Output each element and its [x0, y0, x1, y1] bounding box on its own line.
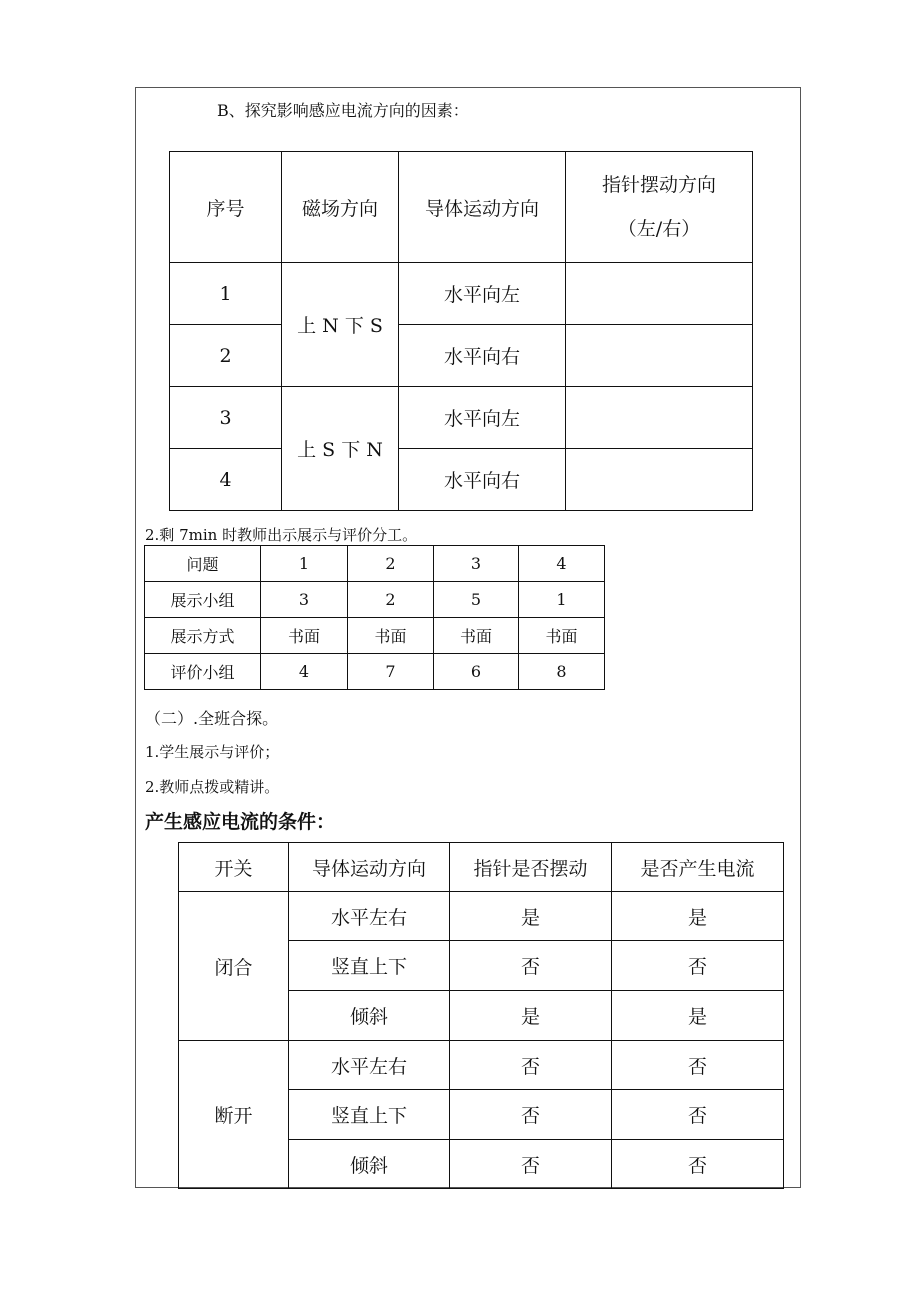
table-cell: 倾斜	[289, 1140, 450, 1189]
table-cell: 是	[612, 892, 784, 941]
assignment-table	[144, 545, 605, 690]
table-cell: 水平向左	[399, 263, 566, 325]
assignment-note: 2.剩 7min 时教师出示展示与评价分工。	[145, 526, 418, 544]
table-cell: 5	[434, 582, 519, 618]
answer-cell[interactable]	[566, 325, 753, 387]
row-label: 评价小组	[145, 654, 261, 690]
table-cell: 书面	[434, 618, 519, 654]
direction-table	[169, 151, 753, 511]
answer-cell[interactable]	[566, 387, 753, 449]
table-cell: 否	[612, 1041, 784, 1090]
table-cell: 否	[612, 1140, 784, 1189]
header-cell: 开关	[179, 843, 289, 892]
table-cell: 6	[434, 654, 519, 690]
switch-cell: 断开	[179, 1041, 289, 1189]
table-cell: 是	[612, 991, 784, 1041]
answer-cell[interactable]	[566, 263, 753, 325]
table-cell: 是	[450, 892, 612, 941]
table-cell: 书面	[519, 618, 605, 654]
field-group-cell: 上 S 下 N	[282, 387, 399, 511]
table-cell: 4	[519, 546, 605, 582]
table-cell: 书面	[348, 618, 434, 654]
table-cell: 8	[519, 654, 605, 690]
table-cell: 3	[261, 582, 348, 618]
table-cell: 水平向右	[399, 449, 566, 511]
field-group-cell: 上 N 下 S	[282, 263, 399, 387]
discussion-item-2: 2.教师点拨或精讲。	[145, 778, 280, 796]
table-cell: 否	[450, 941, 612, 991]
conditions-heading: 产生感应电流的条件：	[145, 811, 336, 833]
table-cell: 7	[348, 654, 434, 690]
table-cell: 书面	[261, 618, 348, 654]
table-cell: 是	[450, 991, 612, 1041]
header-line: （左/右）	[617, 218, 701, 240]
conditions-table	[178, 842, 784, 1189]
row-label: 展示小组	[145, 582, 261, 618]
header-cell: 序号	[170, 152, 282, 263]
header-cell: 磁场方向	[282, 152, 399, 263]
header-cell: 是否产生电流	[612, 843, 784, 892]
table-cell: 2	[348, 582, 434, 618]
table-cell: 水平左右	[289, 1041, 450, 1090]
table-cell: 否	[612, 941, 784, 991]
table-cell: 4	[170, 449, 282, 511]
header-cell	[566, 152, 753, 263]
row-label: 问题	[145, 546, 261, 582]
table-cell: 水平左右	[289, 892, 450, 941]
table-cell: 否	[450, 1041, 612, 1090]
table-cell: 2	[170, 325, 282, 387]
table-cell: 1	[519, 582, 605, 618]
header-cell: 导体运动方向	[289, 843, 450, 892]
table-cell: 否	[450, 1140, 612, 1189]
table-cell: 竖直上下	[289, 941, 450, 991]
table-cell: 1	[170, 263, 282, 325]
row-label: 展示方式	[145, 618, 261, 654]
table-cell: 水平向右	[399, 325, 566, 387]
table-cell: 水平向左	[399, 387, 566, 449]
header-line: 指针摆动方向	[601, 173, 716, 196]
table-cell: 竖直上下	[289, 1090, 450, 1140]
table-cell: 倾斜	[289, 991, 450, 1041]
discussion-title: （二）.全班合探。	[145, 709, 279, 728]
table-cell: 1	[261, 546, 348, 582]
table-cell: 否	[450, 1090, 612, 1140]
header-cell: 指针是否摆动	[450, 843, 612, 892]
answer-cell[interactable]	[566, 449, 753, 511]
header-cell: 导体运动方向	[399, 152, 566, 263]
switch-cell: 闭合	[179, 892, 289, 1041]
discussion-item-1: 1.学生展示与评价；	[145, 743, 280, 761]
table-cell: 4	[261, 654, 348, 690]
table-cell: 否	[612, 1090, 784, 1140]
table-cell: 2	[348, 546, 434, 582]
table-cell: 3	[434, 546, 519, 582]
table-cell: 3	[170, 387, 282, 449]
section-b-title: B、探究影响感应电流方向的因素：	[217, 101, 469, 120]
